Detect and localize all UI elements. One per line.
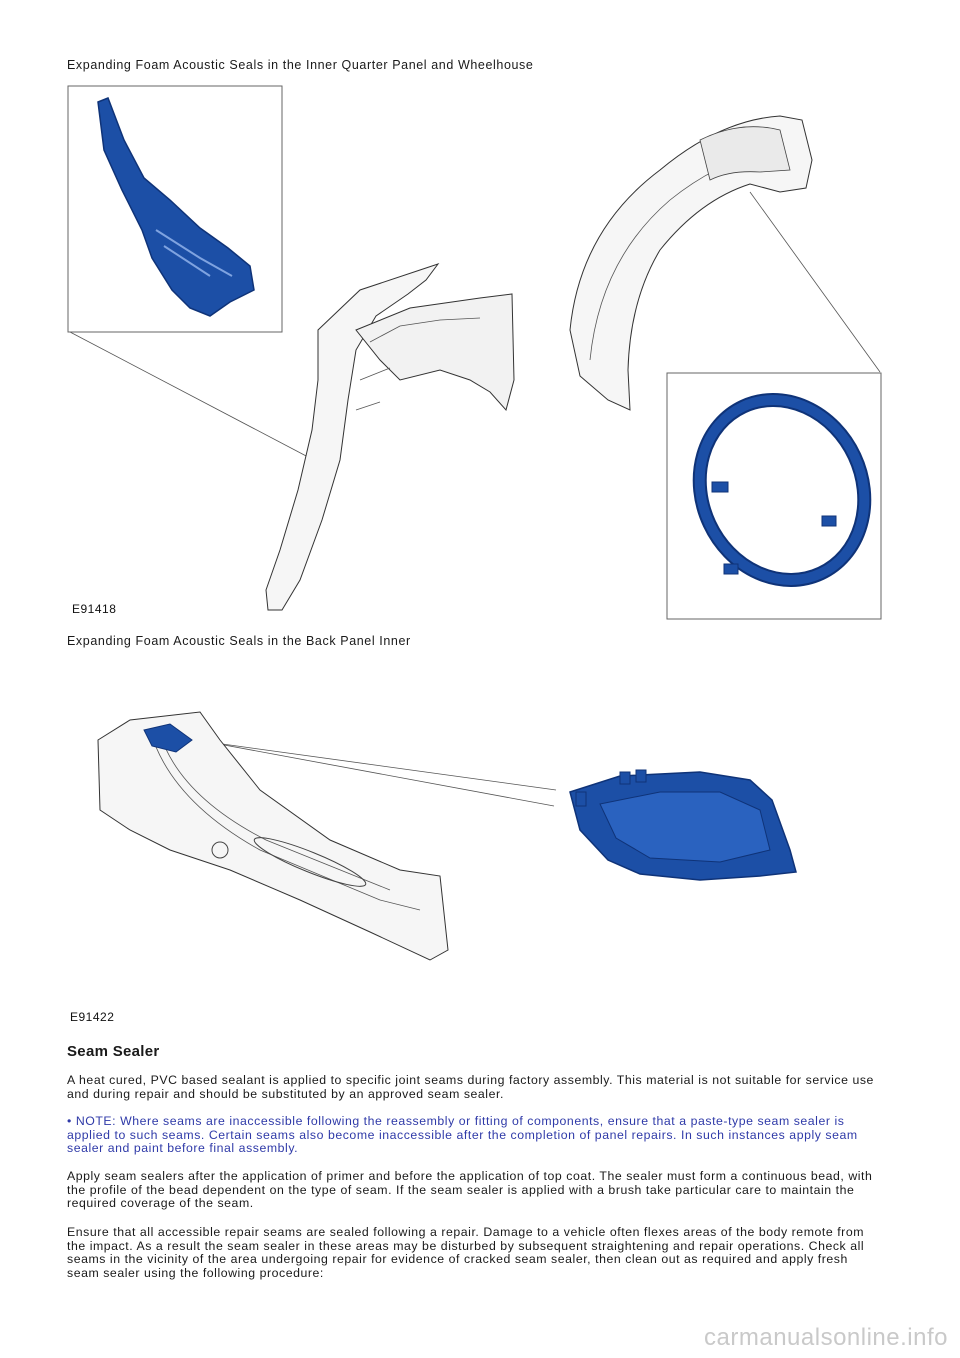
figure2-id: E91422 [70,1010,115,1024]
watermark: carmanualsonline.info [704,1324,948,1351]
figure1-id: E91418 [72,602,117,616]
paragraph-1: A heat cured, PVC based sealant is applied to specific joint seams during factory assembly. This material is not suitable for service use and during repair and should be substituted by an approved seam sealer. [67,1073,874,1101]
figure2-caption: Expanding Foam Acoustic Seals in the Back Panel Inner [67,634,411,648]
note-paragraph: • NOTE: Where seams are inaccessible following the reassembly or fitting of components, ensure that a paste-type seam sealer is applied to such seams. Certain seams also become inaccessible after the completion of panel repairs. In such instances apply seam sealer and paint before final assembly. [67,1114,858,1155]
leader-line [750,192,880,372]
paragraph-3: Ensure that all accessible repair seams are sealed following a repair. Damage to a vehicle often flexes areas of the body remote from the impact. As a result the seam sealer in these areas may be disturbed by subsequent straightening and repair operations. Check all seams in the vicinity of the area undergoing repair for evidence of cracked seam sealer, then clean out as required and apply fresh seam sealer using the following procedure: [67,1225,865,1280]
figure1-illustration [60,80,890,625]
leader-line [208,742,556,790]
paragraph-2: Apply seam sealers after the application of primer and before the application of top coat. The sealer must form a continuous bead, with the profile of the bead dependent on the type of seam. If the seam sealer is applied with a brush take particular care to maintain the required coverage of the seam. [67,1169,873,1210]
section-heading: Seam Sealer [67,1043,160,1060]
figure1-caption: Expanding Foam Acoustic Seals in the Inner Quarter Panel and Wheelhouse [67,58,534,72]
back-panel-inner [98,712,448,960]
leader-line [70,332,310,458]
figure2-illustration [60,700,850,1030]
